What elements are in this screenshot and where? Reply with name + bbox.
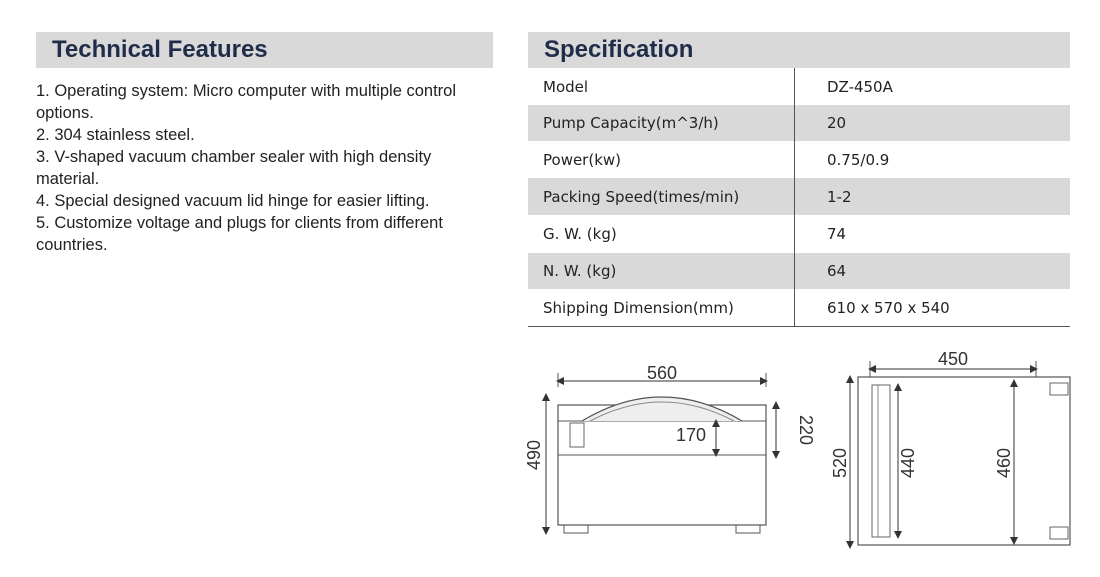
front-view-drawing	[520, 355, 816, 550]
top-width-label: 450	[937, 349, 969, 369]
technical-features-list	[36, 80, 496, 256]
hinge-icon	[1050, 383, 1068, 395]
front-width-label: 560	[646, 363, 678, 383]
technical-features-title: Technical Features	[36, 32, 493, 68]
spec-label: Shipping Dimension(mm)	[528, 289, 795, 326]
specification-title: Specification	[528, 32, 1070, 68]
spec-row-shipping-dimension	[528, 289, 1070, 326]
spec-row-model	[528, 68, 1070, 105]
feature-item: 5. Customize voltage and plugs for clients from different countries.	[36, 214, 443, 254]
foot-icon	[736, 525, 760, 533]
spec-label: Power(kw)	[528, 141, 795, 178]
inner-depth-b-label: 460	[994, 447, 1014, 479]
feature-item: 2. 304 stainless steel.	[36, 126, 195, 144]
inner-depth-a-label: 440	[898, 447, 918, 479]
spec-row-gross-weight	[528, 215, 1070, 253]
feature-item: 4. Special designed vacuum lid hinge for easier lifting.	[36, 192, 430, 210]
machine-body-outline	[558, 405, 766, 525]
spec-value: 20	[827, 114, 847, 132]
spec-row-power	[528, 141, 1070, 178]
specification-table	[528, 68, 1070, 327]
top-view-drawing	[828, 345, 1078, 555]
chamber-depth-label: 170	[675, 425, 706, 445]
spec-label: Packing Speed(times/min)	[528, 178, 795, 215]
feature-item: 3. V-shaped vacuum chamber sealer with high density material.	[36, 148, 432, 188]
spec-value: 0.75/0.9	[827, 150, 890, 169]
top-depth-label: 520	[830, 447, 850, 479]
foot-icon	[564, 525, 588, 533]
spec-row-packing-speed	[528, 178, 1070, 215]
spec-value: 1-2	[827, 187, 852, 206]
spec-row-pump-capacity	[528, 105, 1070, 141]
spec-value: DZ-450A	[827, 77, 893, 96]
spec-label: Model	[528, 68, 795, 105]
spec-label: Pump Capacity(m^3/h)	[528, 105, 795, 141]
spec-value: 64	[827, 262, 847, 280]
spec-label: G. W. (kg)	[528, 215, 795, 253]
spec-label: N. W. (kg)	[528, 253, 795, 289]
spec-row-net-weight	[528, 253, 1070, 289]
spec-value: 74	[827, 225, 847, 243]
control-panel-icon	[570, 423, 584, 447]
front-height-label: 490	[524, 439, 544, 471]
feature-item: 1. Operating system: Micro computer with multiple control options.	[36, 82, 456, 122]
hinge-icon	[1050, 527, 1068, 539]
lid-arc	[582, 397, 742, 421]
lid-height-label: 220	[796, 414, 816, 446]
spec-value: 610 x 570 x 540	[827, 298, 950, 317]
